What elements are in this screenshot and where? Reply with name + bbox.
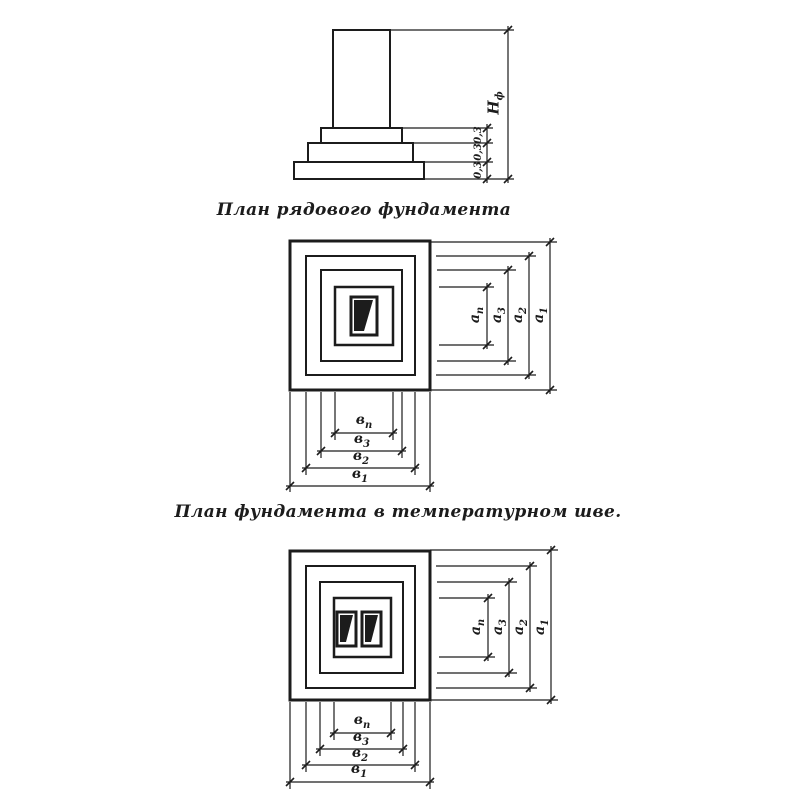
plan-regular-dim-a-2: $а_2$	[510, 306, 529, 324]
plan-regular-dim-b-3: $в_3$	[353, 431, 371, 450]
plan-joint-dim-a-1: $а_1$	[532, 618, 551, 636]
plan-joint-dim-b-3: $в_3$	[352, 729, 370, 748]
elevation-step-middle	[308, 143, 413, 162]
plan-joint-dim-b-1: $в_1$	[350, 761, 368, 780]
height-dim-base: Н	[484, 100, 503, 115]
plan-joint-view	[286, 546, 558, 789]
plan-regular-view	[286, 238, 557, 492]
plan-joint-title: План фундамента в температурном шве.	[174, 502, 622, 522]
elevation-step-dim-3: 0,3	[473, 161, 484, 179]
elevation-foundation-body	[294, 30, 424, 179]
plan-regular-dim-a-3: $а_3$	[489, 306, 508, 324]
elevation-step-bottom	[294, 162, 424, 179]
plan-regular-dim-a-1: $а_1$	[531, 306, 550, 324]
plan-regular-dim-a-p: $а_п$	[467, 306, 486, 324]
elevation-step-dim-2: 0,3	[473, 143, 484, 161]
plan-joint-squares	[290, 551, 430, 700]
elevation-column	[333, 30, 390, 128]
plan-joint-dim-a-3: $а_3$	[490, 618, 509, 636]
plan-regular-squares	[290, 241, 430, 390]
elevation-step-top	[321, 128, 402, 143]
plan-joint-dim-b-p: $в_п$	[353, 712, 371, 731]
elevation-height-dim-label	[484, 91, 506, 115]
plan-joint-dim-b-2: $в_2$	[351, 745, 369, 764]
elevation-step-dim-1: 0,3	[473, 126, 484, 144]
plan-regular-dim-b-p: $в_п$	[355, 412, 373, 431]
height-dim-sub: ф	[494, 91, 506, 101]
plan-regular-title: План рядового фундамента	[216, 200, 512, 220]
plan-regular-dim-b-1: $в_1$	[351, 466, 369, 485]
plan-joint-dim-a-2: $а_2$	[511, 618, 530, 636]
plan-regular-dim-b-2: $в_2$	[352, 448, 370, 467]
plan-joint-dim-a-p: $а_п$	[468, 618, 487, 636]
